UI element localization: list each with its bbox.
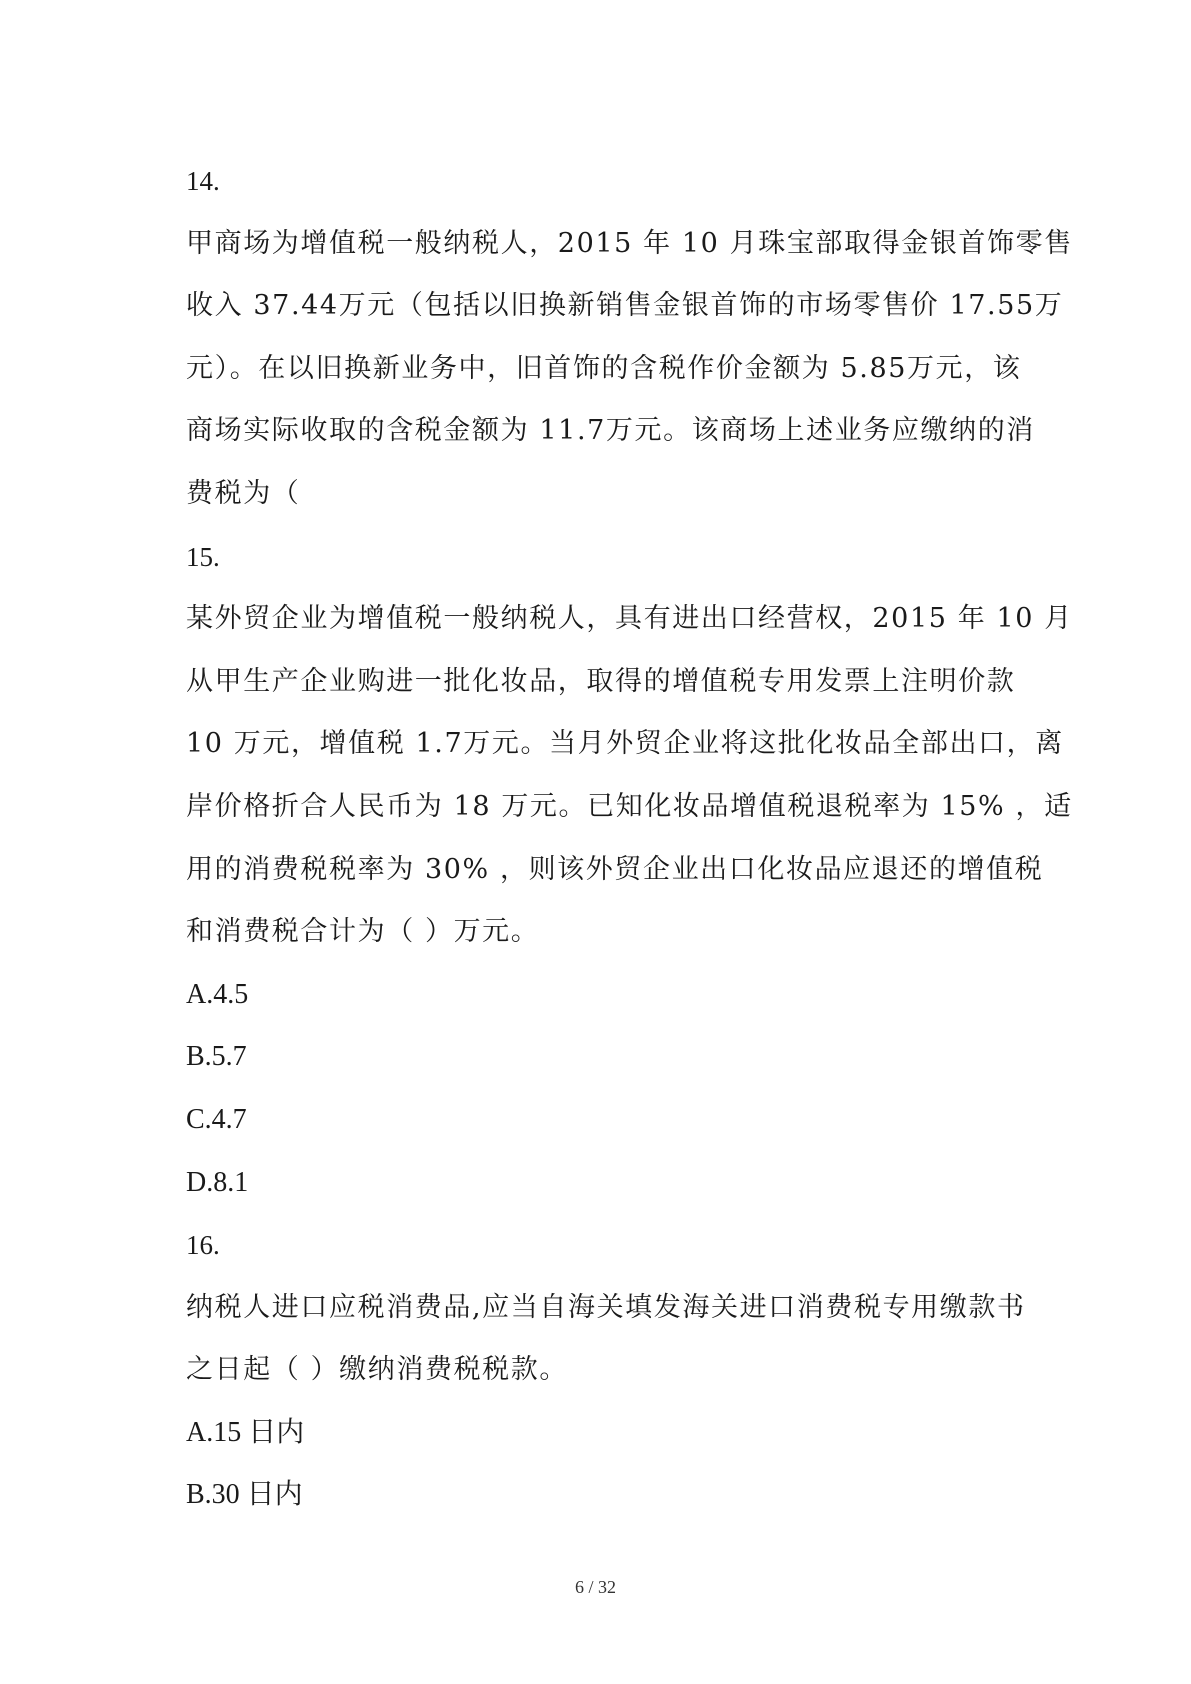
question-text-line: 商场实际收取的含税金额为 11.7万元。该商场上述业务应缴纳的消 (186, 415, 1035, 447)
question-text-line: 从甲生产企业购进一批化妆品，取得的增值税专用发票上注明价款 (186, 665, 1016, 697)
question-number: 15. (186, 541, 220, 572)
question-text-line: 10 万元，增值税 1.7万元。当月外贸企业将这批化妆品全部出口，离 (186, 728, 1064, 760)
question-text-line: 收入 37.44万元（包括以旧换新销售金银首饰的市场零售价 17.55万 (186, 290, 1064, 322)
question-number: 14. (186, 166, 220, 196)
question-number: 16. (186, 1230, 220, 1261)
question-text-line: 和消费税合计为（ ）万元。 (186, 916, 540, 948)
answer-option: C.4.7 (186, 1103, 247, 1135)
question-text-line: 纳税人进口应税消费品,应当自海关填发海关进口消费税专用缴款书 (186, 1291, 1026, 1323)
answer-option: B.30 日内 (186, 1479, 303, 1511)
answer-option: D.8.1 (186, 1166, 249, 1198)
question-text-line: 用的消费税税率为 30% ，则该外贸企业出口化妆品应退还的增值税 (186, 853, 1044, 885)
question-text-line: 甲商场为增值税一般纳税人，2015 年 10 月珠宝部取得金银首饰零售 (186, 227, 1073, 259)
answer-option: A.15 日内 (186, 1416, 305, 1448)
question-text-line: 费税为（ (186, 477, 301, 509)
question-text-line: 之日起（ ）缴纳消费税税款。 (186, 1354, 568, 1386)
answer-option: B.5.7 (186, 1041, 247, 1073)
question-text-line: 某外贸企业为增值税一般纳税人，具有进出口经营权，2015 年 10 月 (186, 603, 1073, 635)
answer-option: A.4.5 (186, 978, 249, 1010)
question-text-line: 元）。在以旧换新业务中，旧首饰的含税作价金额为 5.85万元，该 (186, 352, 1022, 384)
page-content (186, 150, 1073, 1527)
page-number: 6 / 32 (574, 1577, 616, 1597)
question-text-line: 岸价格折合人民币为 18 万元。已知化妆品增值税退税率为 15% ，适 (186, 790, 1073, 822)
